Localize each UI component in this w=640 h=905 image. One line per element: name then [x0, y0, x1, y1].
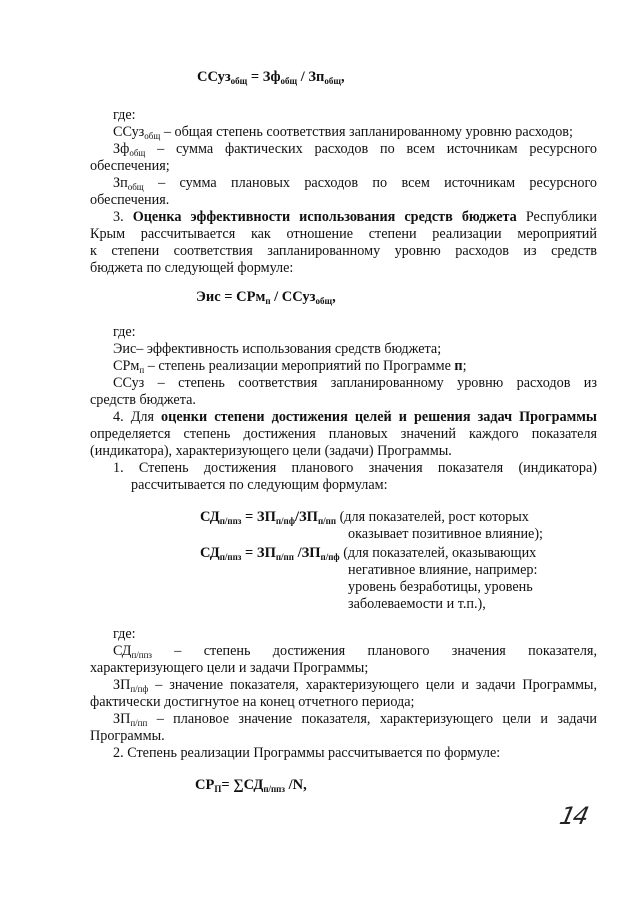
formula-negative-note-3: уровень безработицы, уровень: [348, 579, 533, 595]
section-3-heading: 3. Оценка эффективности использования средств бюджета Республики: [113, 209, 597, 225]
definition-zppp-line2: Программы.: [90, 728, 165, 744]
definition-eis: Эис– эффективность использования средств бюджета;: [113, 341, 442, 357]
formula-program-realization: $СР_П= \sum СД_{п/ппз}$ /N,: [195, 777, 307, 794]
formula-budget-efficiency: Эис = СРм$_п$ / ССуз$_{общ}$,: [196, 289, 336, 306]
definition-srm: СРм$_п$ – степень реализации мероприятий по Программе п;: [113, 358, 467, 375]
definition-ssuz: ССуз$_{общ}$ – общая степень соответствия запланированному уровню расходов;: [113, 124, 573, 141]
formula-negative-note-4: заболеваемости и т.п.),: [348, 596, 486, 612]
page-number: 14: [557, 802, 590, 830]
definition-zppf-line1: $ЗП_{п/пф}$ – значение показателя, характеризующего цели и задачи Программы,: [113, 677, 597, 694]
section-4-line2: определяется степень достижения плановых значений каждого показателя: [90, 426, 597, 442]
formula-negative-indicator: $СД_{п/ппз} = ЗП_{п/пп}$ $/ЗП_{п/пф}$ (для показателей, оказывающих: [200, 545, 537, 562]
definition-zppp-line1: $ЗП_{п/пп}$ – плановое значение показателя, характеризующего цели и задачи: [113, 711, 597, 728]
section-3-line3: к степени соответствия запланированному уровню расходов из средств: [90, 243, 597, 259]
definition-zp-line2: обеспечения.: [90, 192, 170, 208]
formula-positive-note: оказывает позитивное влияние);: [348, 526, 543, 542]
subsection-4-1-line1: 1. Степень достижения планового значения показателя (индикатора): [113, 460, 597, 476]
definition-zp-line1: $Зп_{общ}$ – сумма плановых расходов по всем источникам ресурсного: [113, 175, 597, 192]
section-3-line4: бюджета по следующей формуле:: [90, 260, 294, 276]
section-4-line3: (индикатора), характеризующего цели (задачи) Программы.: [90, 443, 452, 459]
section-4-heading: 4. Для оценки степени достижения целей и решения задач Программы: [113, 409, 597, 425]
definition-zf-line2: обеспечения;: [90, 158, 170, 174]
definition-ssuz-line2: средств бюджета.: [90, 392, 196, 408]
formula-negative-note-2: негативное влияние, например:: [348, 562, 538, 578]
where-label: где:: [113, 107, 136, 123]
definition-ssuz-line1: ССуз – степень соответствия запланированному уровню расходов из: [113, 375, 597, 391]
subsection-4-1-line2: рассчитывается по следующим формулам:: [131, 477, 388, 493]
subsection-4-2: 2. Степень реализации Программы рассчитывается по формуле:: [113, 745, 501, 761]
where-label: где:: [113, 324, 136, 340]
formula-positive-indicator: $СД_{п/ппз} = ЗП_{п/пф}/ЗП_{п/пп}$ (для показателей, рост которых: [200, 509, 529, 526]
formula-overall-expense-compliance: ССуз$_{общ}$ = $Зф_{общ} / Зп_{общ}$,: [197, 69, 345, 86]
definition-zf-line1: $Зф_{общ}$ – сумма фактических расходов по всем источникам ресурсного: [113, 141, 597, 158]
definition-zppf-line2: фактически достигнутое на конец отчетного периода;: [90, 694, 415, 710]
section-3-line2: Крым рассчитывается как отношение степени реализации мероприятий: [90, 226, 597, 242]
where-label: где:: [113, 626, 136, 642]
definition-sd-line1: $СД_{п/ппз}$ – степень достижения планового значения показателя,: [113, 643, 597, 660]
definition-sd-line2: характеризующего цели и задачи Программы;: [90, 660, 369, 676]
